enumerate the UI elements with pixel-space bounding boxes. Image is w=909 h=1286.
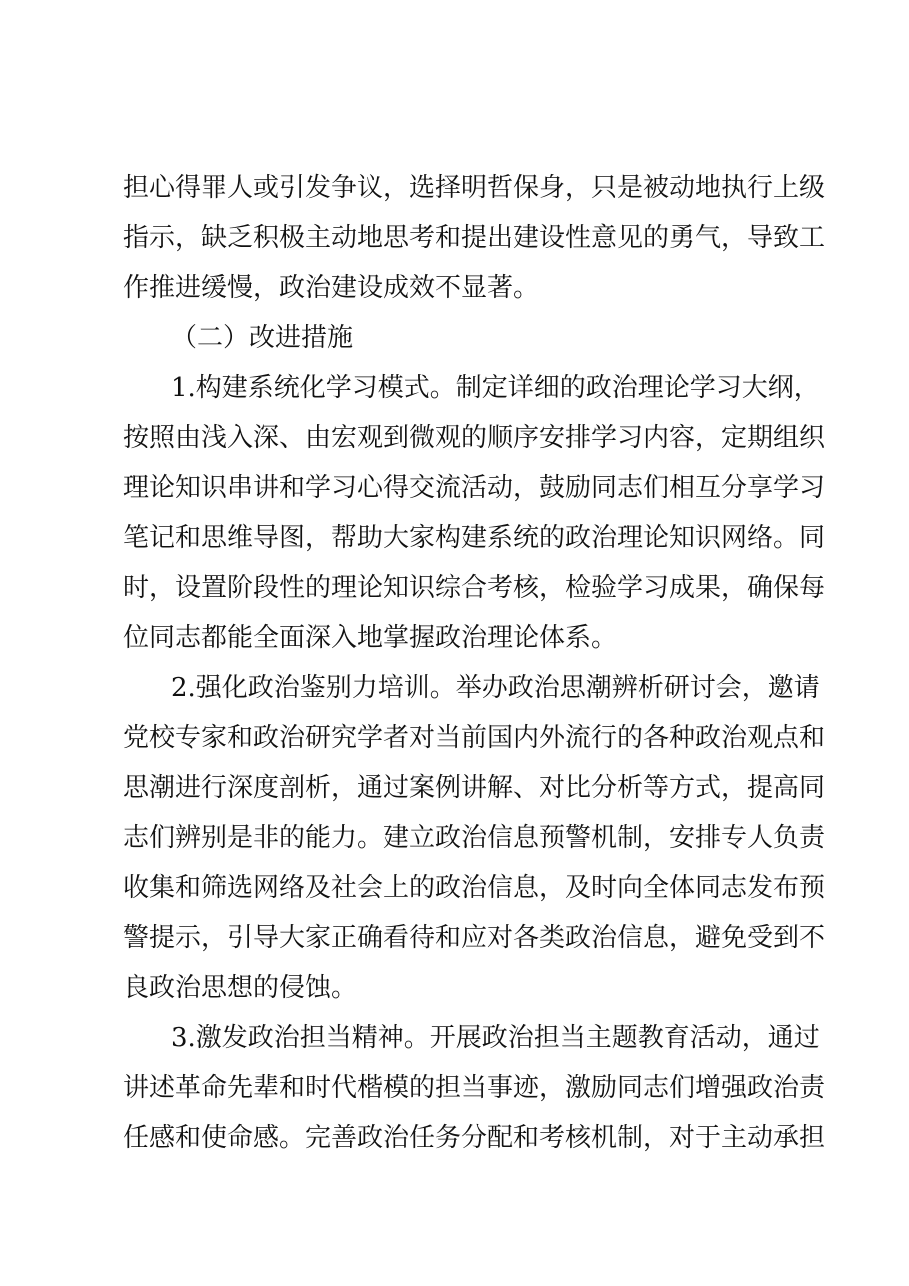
paragraph-line: 思潮进行深度剖析，通过案例讲解、对比分析等方式，提高同: [123, 773, 826, 803]
paragraph-line: 2.强化政治鉴别力培训。举办政治思潮辨析研讨会，邀请: [171, 673, 820, 703]
paragraph-line: 理论知识串讲和学习心得交流活动，鼓励同志们相互分享学习: [123, 473, 826, 503]
paragraph-line: 位同志都能全面深入地掌握政治理论体系。: [123, 623, 618, 653]
paragraph-line: 时，设置阶段性的理论知识综合考核，检验学习成果，确保每: [123, 573, 826, 603]
paragraph-line: 3.激发政治担当精神。开展政治担当主题教育活动，通过: [171, 1023, 820, 1053]
paragraph-line: 收集和筛选网络及社会上的政治信息，及时向全体同志发布预: [123, 873, 826, 903]
paragraph-line: 担心得罪人或引发争议，选择明哲保身，只是被动地执行上级: [123, 173, 826, 203]
paragraph-line: 1.构建系统化学习模式。制定详细的政治理论学习大纲，: [171, 373, 820, 403]
paragraph-line: 作推进缓慢，政治建设成效不显著。: [123, 273, 540, 303]
paragraph-line: 警提示，引导大家正确看待和应对各类政治信息，避免受到不: [123, 923, 826, 953]
paragraph-line: 笔记和思维导图，帮助大家构建系统的政治理论知识网络。同: [123, 523, 826, 553]
paragraph-line: 指示，缺乏积极主动地思考和提出建设性意见的勇气，导致工: [123, 223, 826, 253]
section-heading: （二）改进措施: [171, 323, 354, 353]
paragraph-line: 讲述革命先辈和时代楷模的担当事迹，激励同志们增强政治责: [123, 1073, 826, 1103]
paragraph-line: 良政治思想的侵蚀。: [123, 973, 358, 1003]
paragraph-line: 按照由浅入深、由宏观到微观的顺序安排学习内容，定期组织: [123, 423, 826, 453]
paragraph-line: 任感和使命感。完善政治任务分配和考核机制，对于主动承担: [123, 1123, 826, 1153]
paragraph-line: 党校专家和政治研究学者对当前国内外流行的各种政治观点和: [123, 723, 826, 753]
paragraph-line: 志们辨别是非的能力。建立政治信息预警机制，安排专人负责: [123, 823, 826, 853]
